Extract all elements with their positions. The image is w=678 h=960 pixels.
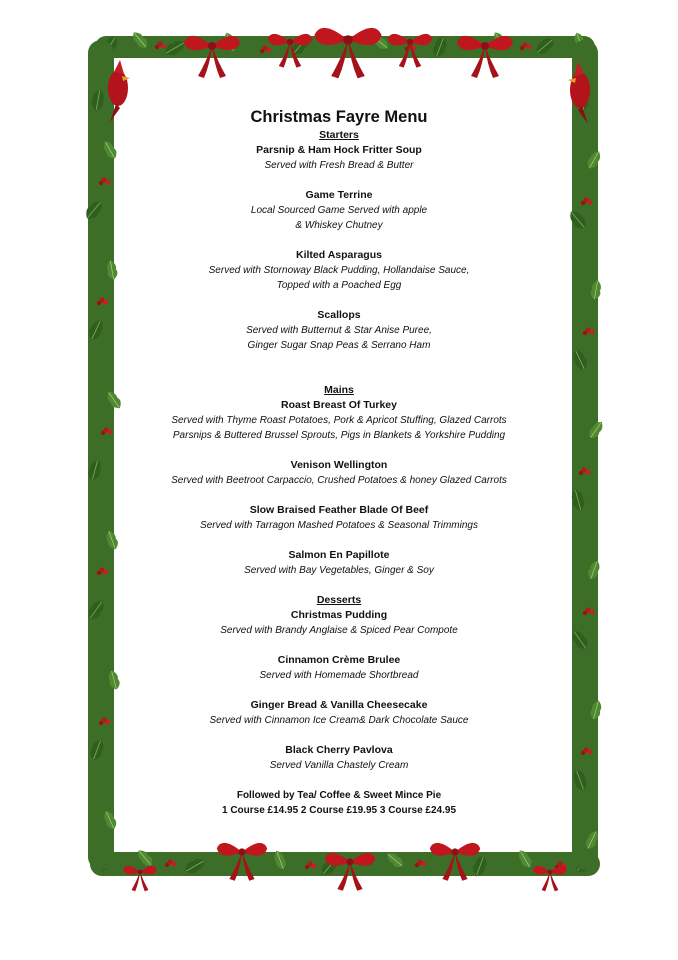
dish-name: Parsnip & Ham Hock Fritter Soup <box>256 144 422 156</box>
dish-name: Slow Braised Feather Blade Of Beef <box>249 504 429 516</box>
dish-description: Served with Homemade Shortbread <box>259 670 419 681</box>
right-garland <box>566 40 605 870</box>
dish-description: Served with Beetroot Carpaccio, Crushed Potatoes & honey Glazed Carrots <box>171 475 507 486</box>
dish-name: Scallops <box>317 309 361 321</box>
menu-title: Christmas Fayre Menu <box>250 108 428 126</box>
price-line: 1 Course £14.95 2 Course £19.95 3 Course £24.95 <box>221 805 457 816</box>
footer-note: Followed by Tea/ Coffee & Sweet Mince Pie <box>236 790 442 801</box>
dish-name: Game Terrine <box>305 189 373 201</box>
dish-description: Served with Tarragon Mashed Potatoes & Seasonal Trimmings <box>200 520 478 531</box>
dish-description: Local Sourced Game Served with apple & Whiskey Chutney <box>250 205 428 231</box>
desserts-heading: Desserts <box>316 594 362 606</box>
red-ribbon-bow-icon <box>123 866 157 891</box>
dish-name: Kilted Asparagus <box>296 249 382 261</box>
dish-description: Served with Thyme Roast Potatoes, Pork & Apricot Stuffing, Glazed Carrots Parsnips & Buttered Brussel Sprouts, Pigs in Blankets & Yorkshire Pudding <box>171 415 507 441</box>
mains-heading: Mains <box>324 384 354 396</box>
left-garland <box>82 40 123 870</box>
dish-description: Served with Bay Vegetables, Ginger & Soy <box>244 565 434 576</box>
dish-name: Venison Wellington <box>290 459 388 471</box>
dish-name: Roast Breast Of Turkey <box>281 399 397 411</box>
dish-name: Christmas Pudding <box>290 609 388 621</box>
red-ribbon-bow-icon <box>533 866 567 891</box>
dish-name: Black Cherry Pavlova <box>285 744 393 756</box>
dish-name: Salmon En Papillote <box>288 549 390 561</box>
dish-description: Served with Brandy Anglaise & Spiced Pear Compote <box>220 625 458 636</box>
dish-name: Cinnamon Crème Brulee <box>277 654 401 666</box>
menu-content <box>140 106 538 818</box>
dish-name: Ginger Bread & Vanilla Cheesecake <box>250 699 428 711</box>
dish-description: Served with Cinnamon Ice Cream& Dark Chocolate Sauce <box>209 715 469 726</box>
dish-description: Served with Butternut & Star Anise Puree, Ginger Sugar Snap Peas & Serrano Ham <box>246 325 432 351</box>
starters-heading: Starters <box>319 129 359 141</box>
dish-description: Served Vanilla Chastely Cream <box>269 760 409 771</box>
dish-description: Served with Fresh Bread & Butter <box>264 160 414 171</box>
dish-description: Served with Stornoway Black Pudding, Hollandaise Sauce, Topped with a Poached Egg <box>208 265 470 291</box>
